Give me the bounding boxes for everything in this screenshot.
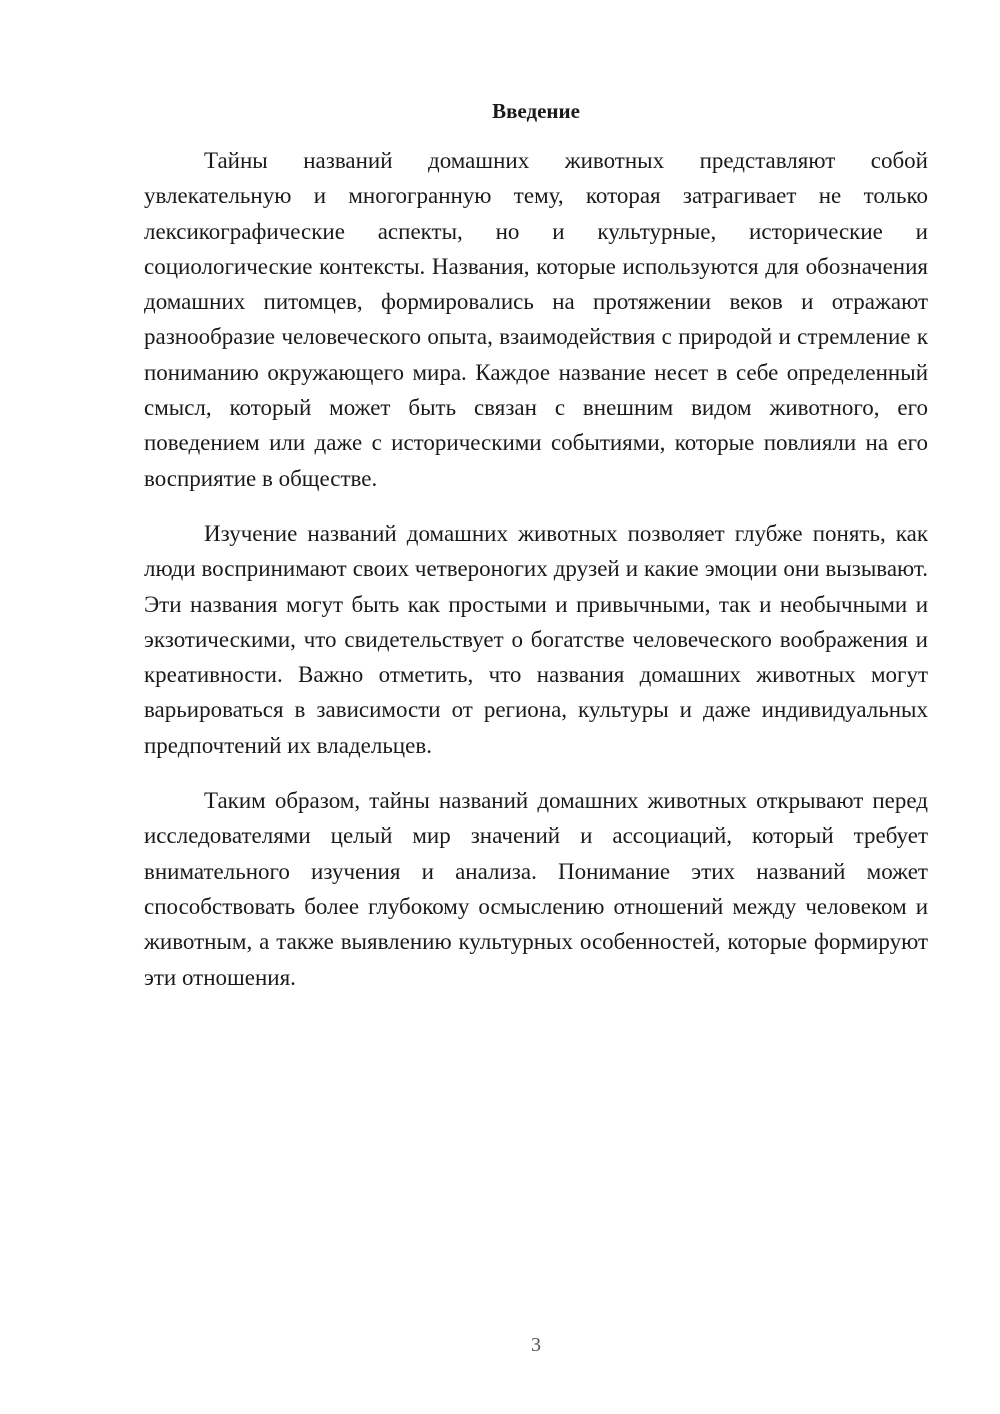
paragraph: Изучение названий домашних животных позволяет глубже понять, как люди воспринимают своих четвероногих друзей и какие эмоции они вызывают. Эти названия могут быть как простыми и привычными, так и необычными и экзотическими, что свидетельствует о богатстве человеческого воображения и креативности. Важно отметить, что названия домашних животных могут варьироваться в зависимости от региона, культуры и даже индивидуальных предпочтений их владельцев. [144,520,928,758]
body-text [144,143,928,1015]
page-number: 3 [531,1334,541,1356]
paragraph: Таким образом, тайны названий домашних животных открывают перед исследователями целый мир значений и ассоциаций, который требует внимательного изучения и анализа. Понимание этих названий может способствовать более глубокому осмыслению отношений между человеком и животным, а также выявлению культурных особенностей, которые формируют эти отношения. [144,788,928,990]
paragraph: Тайны названий домашних животных представляют собой увлекательную и многогранную тему, которая затрагивает не только лексикографические аспекты, но и культурные, исторические и социологические контексты. Названия, которые используются для обозначения домашних питомцев, формировались на протяжении веков и отражают разнообразие человеческого опыта, взаимодействия с природой и стремление к пониманию окружающего мира. Каждое название несет в себе определенный смысл, который может быть связан с внешним видом животного, его поведением или даже с историческими событиями, которые повлияли на его восприятие в обществе. [144,148,928,491]
section-heading: Введение [492,99,580,123]
